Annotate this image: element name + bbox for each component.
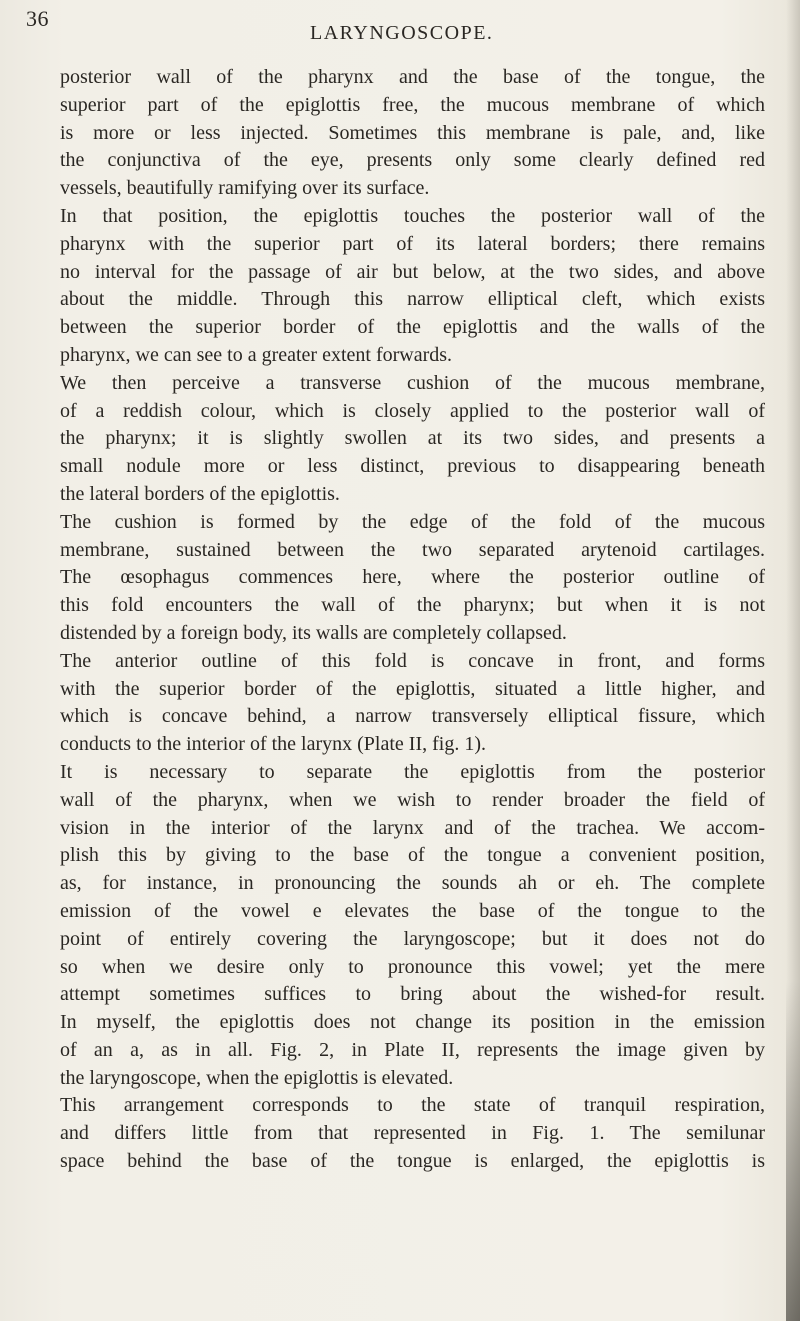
text-line: superior part of the epiglottis free, the mucous membrane of which [60, 93, 765, 116]
text-line: vision in the interior of the larynx and of the trachea. We accom- [60, 816, 765, 839]
text-line: attempt sometimes suffices to bring about the wished-for result. [60, 983, 765, 1006]
text-line: no interval for the passage of air but below, at the two sides, and above [60, 260, 765, 283]
text-line: the laryngoscope, when the epiglottis is elevated. [60, 1066, 454, 1089]
text-line: point of entirely covering the laryngoscope; but it does not do [60, 927, 765, 950]
text-line: pharynx with the superior part of its lateral borders; there remains [60, 232, 765, 255]
text-line: posterior wall of the pharynx and the base of the tongue, the [60, 66, 765, 88]
text-line: the lateral borders of the epiglottis. [60, 482, 340, 505]
running-title: LARYNGOSCOPE. [310, 22, 494, 44]
text-line: which is concave behind, a narrow transversely elliptical fissure, which [60, 705, 765, 728]
text-line: wall of the pharynx, when we wish to render broader the field of [60, 788, 765, 811]
text-line: In that position, the epiglottis touches the posterior wall of the [60, 204, 765, 227]
body-text [60, 64, 765, 1176]
text-line: The œsophagus commences here, where the posterior outline of [60, 566, 765, 589]
text-line: We then perceive a transverse cushion of the mucous membrane, [60, 371, 765, 394]
text-line: small nodule more or less distinct, previous to disappearing beneath [60, 455, 765, 478]
text-line: The anterior outline of this fold is concave in front, and forms [60, 649, 765, 672]
text-line: about the middle. Through this narrow elliptical cleft, which exists [60, 288, 765, 311]
text-line: of an a, as in all. Fig. 2, in Plate II, represents the image given by [60, 1038, 765, 1061]
page-corner-shadow [786, 981, 800, 1321]
text-line: pharynx, we can see to a greater extent forwards. [60, 343, 453, 366]
page-number: 36 [26, 6, 49, 31]
text-line: as, for instance, in pronouncing the sounds ah or eh. The complete [60, 872, 765, 895]
text-line: The cushion is formed by the edge of the fold of the mucous [60, 510, 765, 533]
text-line: between the superior border of the epiglottis and the walls of the [60, 316, 765, 339]
text-line: the conjunctiva of the eye, presents only some clearly defined red [60, 149, 765, 172]
text-line: plish this by giving to the base of the tongue a convenient position, [60, 844, 765, 867]
text-line: so when we desire only to pronounce this vowel; yet the mere [60, 955, 765, 978]
text-line: emission of the vowel e elevates the base of the tongue to the [60, 899, 765, 922]
text-line: is more or less injected. Sometimes this membrane is pale, and, like [60, 121, 765, 144]
text-line: this fold encounters the wall of the pharynx; but when it is not [60, 594, 765, 617]
text-line: of a reddish colour, which is closely applied to the posterior wall of [60, 399, 765, 422]
text-line: It is necessary to separate the epiglottis from the posterior [60, 760, 765, 783]
text-line: space behind the base of the tongue is enlarged, the epiglottis is [60, 1150, 765, 1173]
text-line: This arrangement corresponds to the state of tranquil respiration, [60, 1094, 765, 1117]
text-line: with the superior border of the epiglottis, situated a little higher, and [60, 677, 765, 700]
text-line: vessels, beautifully ramifying over its surface. [60, 177, 430, 200]
text-line: conducts to the interior of the larynx (Plate II, fig. 1). [60, 733, 486, 756]
text-line: distended by a foreign body, its walls are completely collapsed. [60, 621, 567, 644]
text-line: membrane, sustained between the two separated arytenoid cartilages. [60, 538, 765, 561]
text-line: and differs little from that represented in Fig. 1. The semilunar [60, 1122, 765, 1145]
text-line: the pharynx; it is slightly swollen at its two sides, and presents a [60, 427, 765, 450]
text-line: In myself, the epiglottis does not change its position in the emission [60, 1011, 765, 1034]
